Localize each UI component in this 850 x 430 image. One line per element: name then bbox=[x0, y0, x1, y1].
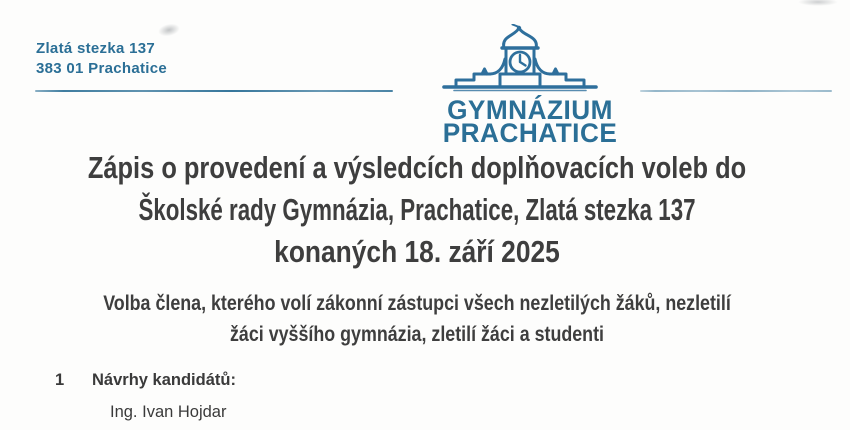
scan-artifact bbox=[157, 22, 181, 38]
school-name-line1: GYMNÁZIUM bbox=[447, 95, 613, 125]
address-city: 383 01 Prachatice bbox=[36, 59, 168, 77]
school-logo bbox=[428, 24, 632, 148]
school-name bbox=[431, 95, 629, 148]
title-line3: konaných 18. září 2025 bbox=[274, 234, 560, 269]
header-rule-right bbox=[640, 90, 832, 92]
section-title: Návrhy kandidátů: bbox=[92, 371, 236, 389]
title-line1: Zápis o provedení a výsledcích doplňovacích voleb do bbox=[87, 150, 747, 185]
section-heading bbox=[55, 371, 236, 390]
address-street: Zlatá stezka 137 bbox=[36, 40, 156, 57]
document-title bbox=[0, 147, 834, 273]
subtitle-line2: žáci vyššího gymnázia, zletilí žáci a studenti bbox=[230, 323, 604, 346]
section-number: 1 bbox=[55, 371, 65, 389]
subtitle-line1: Volba člena, kterého volí zákonní zástupci všech nezletilých žáků, nezletilí bbox=[103, 292, 731, 315]
scan-artifact bbox=[798, 0, 838, 6]
candidate-name: Ing. Ivan Hojdar bbox=[110, 403, 227, 421]
header-rule-left bbox=[35, 90, 393, 92]
letterhead-address bbox=[36, 39, 167, 78]
school-name-line2: PRACHATICE bbox=[442, 118, 618, 148]
document-subtitle bbox=[0, 288, 834, 350]
title-line2: Školské rady Gymnázia, Prachatice, Zlatá stezka 137 bbox=[138, 192, 696, 227]
clock-tower-building-icon bbox=[440, 24, 600, 92]
